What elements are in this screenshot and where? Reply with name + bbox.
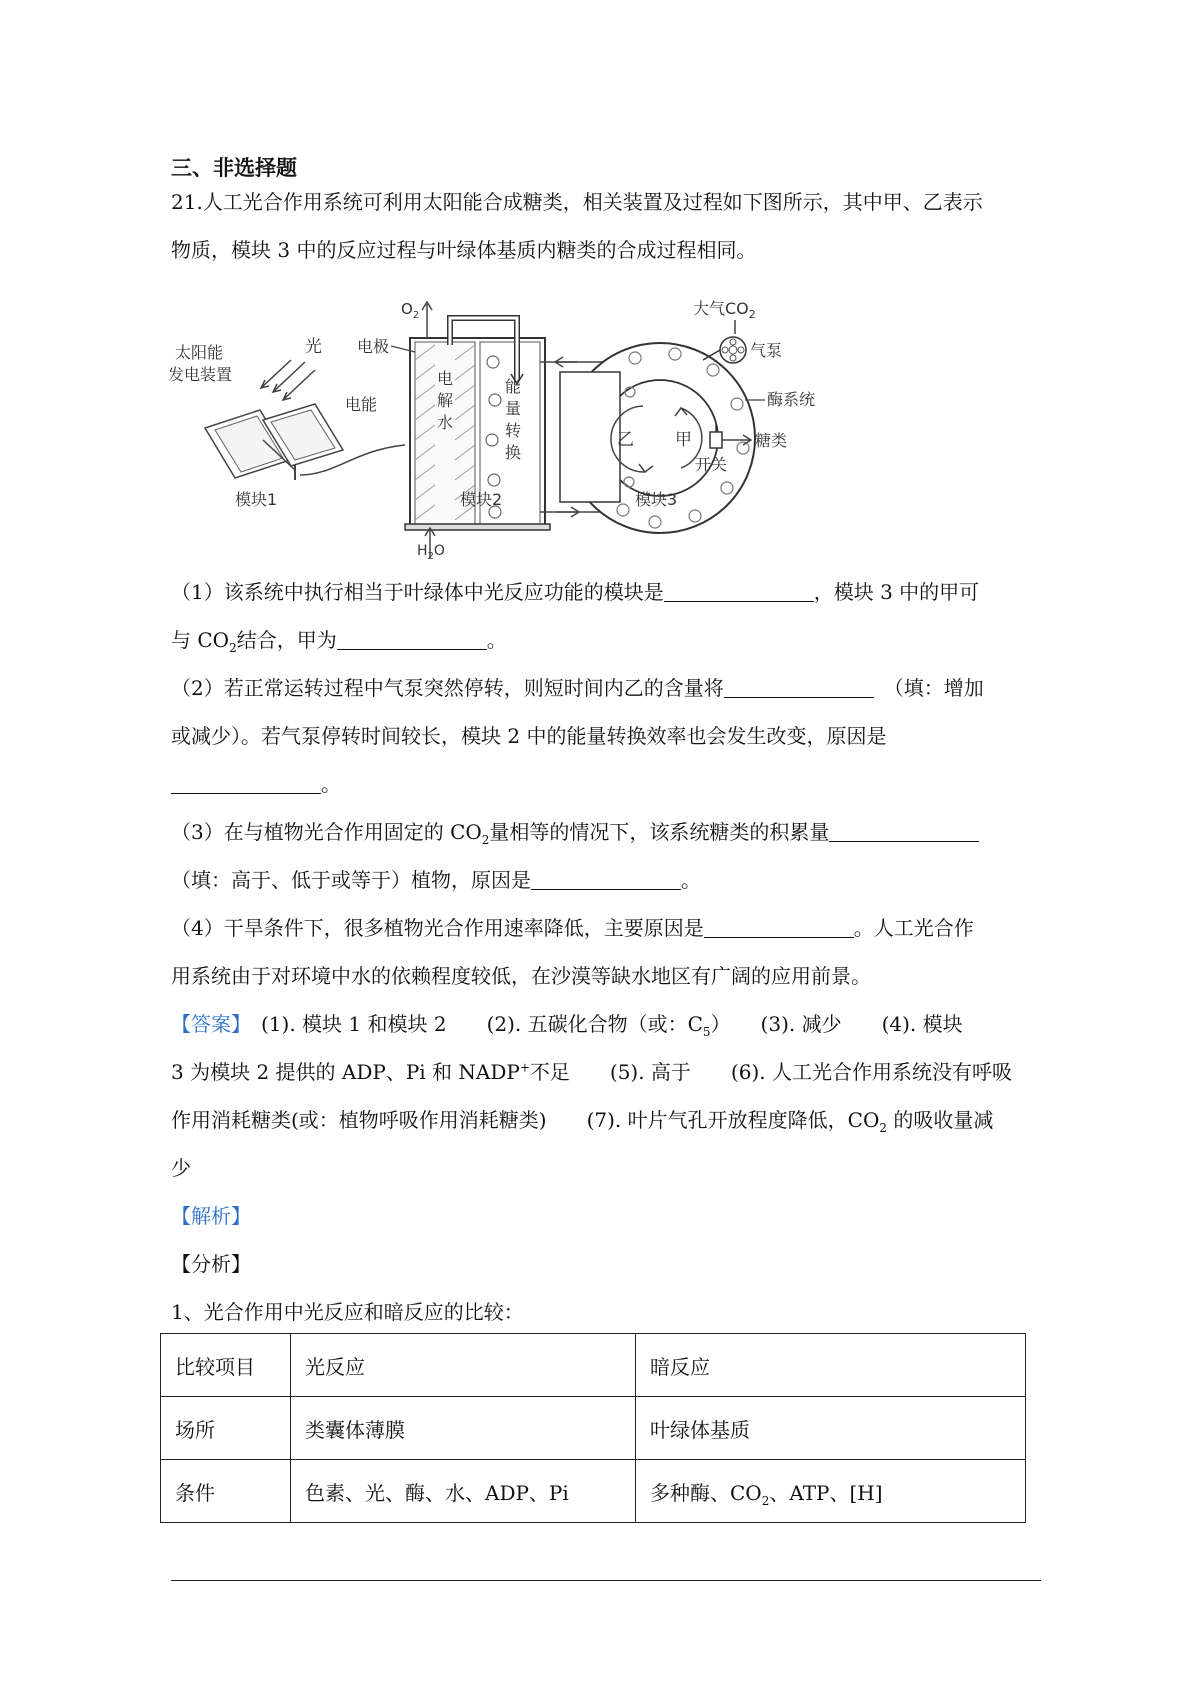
question-number: 21.	[171, 190, 203, 214]
answer-blank[interactable]	[664, 581, 814, 602]
stem-line-2: 物质，模块 3 中的反应过程与叶绿体基质内糖类的合成过程相同。	[171, 238, 757, 262]
solar-panel	[205, 404, 343, 480]
answer-blank[interactable]	[337, 629, 487, 650]
pump-label: 气泵	[750, 341, 783, 360]
o2-label: $O_2$	[401, 300, 420, 321]
answer-blank[interactable]	[704, 917, 854, 938]
table-row: 比较项目 光反应 暗反应	[161, 1334, 1026, 1397]
electrode-label: 电极	[357, 337, 390, 356]
question-stem	[171, 178, 1041, 274]
section-title: 三、非选择题	[171, 156, 297, 180]
module-2-label: 模块2	[460, 490, 503, 509]
jia-label: 甲	[675, 430, 692, 450]
light-label: 光	[305, 337, 322, 357]
svg-text:量: 量	[505, 399, 522, 418]
point-1: 1、光合作用中光反应和暗反应的比较：	[171, 1300, 524, 1324]
answer-label: 【答案】	[171, 1012, 241, 1036]
svg-text:转: 转	[505, 421, 522, 440]
module-1-label: 模块1	[235, 490, 278, 509]
solar-label-2: 发电装置	[168, 365, 233, 384]
enzyme-system-label: 酶系统	[767, 390, 816, 409]
svg-text:水: 水	[437, 413, 454, 432]
stem-line-1: 人工光合作用系统可利用太阳能合成糖类，相关装置及过程如下图所示，其中甲、乙表示	[202, 190, 983, 214]
comparison-table	[160, 1333, 1026, 1523]
svg-text:解: 解	[437, 391, 454, 410]
svg-text:电: 电	[437, 369, 454, 388]
air-co2-label: 大气$CO_2$	[693, 299, 756, 321]
h2o-label: $H_2O$	[417, 543, 445, 562]
answer-blank[interactable]	[829, 821, 979, 842]
artificial-photosynthesis-diagram	[168, 299, 885, 562]
switch-label: 开关	[695, 455, 728, 474]
sugar-label: 糖类	[755, 431, 788, 450]
sub-question-4: （4）干旱条件下，很多植物光合作用速率降低，主要原因是 。人工光合作 用系统由于对环境中水的依赖程度较低，在沙漠等缺水地区有广阔的应用前景。	[171, 916, 974, 988]
footer-divider	[171, 1580, 1041, 1581]
sub-question-3: （3）在与植物光合作用固定的 $CO_2$量相等的情况下，该系统糖类的积累量 （填：高于、低于或等于）植物，原因是 。	[171, 808, 1041, 904]
yi-label: 乙	[617, 430, 634, 450]
answer-blank[interactable]	[724, 677, 874, 698]
electric-energy-label: 电能	[345, 395, 378, 414]
sub-question-1: （1）该系统中执行相当于叶绿体中光反应功能的模块是 ，模块 3 中的甲可 与 $CO_2$结合，甲为 。	[171, 580, 980, 655]
light-arrows	[261, 360, 315, 400]
analysis-label: 【解析】	[171, 1204, 251, 1228]
sub-question-2: （2）若正常运转过程中气泵突然停转，则短时间内乙的含量将 （填：增加 或减少）。若气泵停转时间较长，模块 2 中的能量转换效率也会发生改变，原因是 。	[171, 676, 984, 796]
electrolysis-label	[437, 369, 453, 432]
solar-label: 太阳能	[175, 343, 224, 362]
table-row: 条件 色素、光、酶、水、ADP、Pi 多种酶、$CO_2$、ATP、[H]	[161, 1460, 1026, 1523]
svg-text:换: 换	[505, 443, 522, 462]
answer-blank[interactable]	[171, 773, 321, 794]
fenxi-label: 【分析】	[171, 1252, 251, 1276]
answer-blank[interactable]	[531, 869, 681, 890]
table-row: 场所 类囊体薄膜 叶绿体基质	[161, 1397, 1026, 1460]
answer-block: 【答案】 (1). 模块 1 和模块 2 (2). 五碳化合物（或：$C_5$） (3). 减少 (4). 模块 3 为模块 2 提供的 ADP、Pi 和 NADP+不足 (5). 高于 (6). 人工光合作用系统没有呼吸 作用消耗糖类(或：植物呼吸作用消耗糖类) (7). 叶片气孔开放程度降低，$CO_2$ 的吸收量减 少	[171, 1012, 1012, 1180]
svg-text:能: 能	[505, 377, 522, 396]
module-3-label: 模块3	[635, 490, 678, 509]
